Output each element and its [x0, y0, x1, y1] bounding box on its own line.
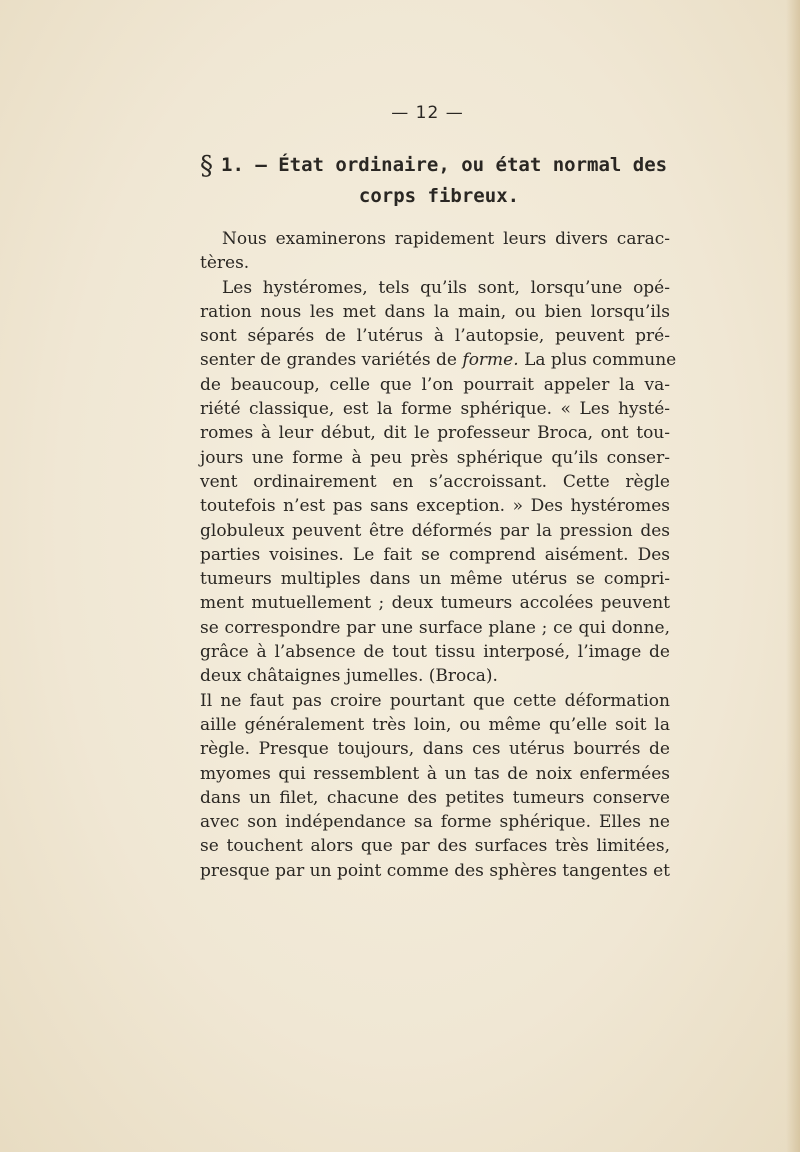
- section-heading: [200, 150, 670, 211]
- text-line: ment mutuellement ; deux tumeurs accolées peuvent: [200, 593, 670, 614]
- text-line: [200, 348, 677, 372]
- text-fragment: senter de grandes variétés de: [200, 350, 457, 371]
- text-line: Les hystéromes, tels qu’ils sont, lorsqu’une opé-: [222, 277, 670, 298]
- text-line: globuleux peuvent être déformés par la pression des: [200, 520, 670, 541]
- text-line: tères.: [200, 253, 250, 274]
- text-line: presque par un point comme des sphères tangentes et: [200, 860, 670, 881]
- text-line: grâce à l’absence de tout tissu interposé, l’image de: [200, 642, 670, 663]
- text-line: riété classique, est la forme sphérique. « Les hysté-: [200, 399, 670, 420]
- text-line: romes à leur début, dit le professeur Broca, ont tou-: [200, 423, 670, 444]
- text-line: parties voisines. Le fait se comprend aisément. Des: [200, 544, 670, 565]
- text-line: toutefois n’est pas sans exception. » Des hystéromes: [200, 496, 670, 517]
- heading-line-1-text: 1. — État ordinaire, ou état normal des: [221, 154, 668, 176]
- text-fragment: La plus commune: [524, 350, 677, 371]
- section-sign: §: [200, 151, 213, 181]
- heading-line-2: corps fibreux.: [358, 185, 520, 207]
- text-line: deux châtaignes jumelles. (Broca).: [200, 666, 498, 687]
- heading-line-1: [200, 150, 670, 181]
- text-line: sont séparés de l’utérus à l’autopsie, peuvent pré-: [200, 326, 670, 347]
- text-line: jours une forme à peu près sphérique qu’ils conser-: [200, 447, 670, 468]
- italic-word-forme: forme.: [462, 350, 519, 371]
- text-line: dans un filet, chacune des petites tumeurs conserve: [200, 787, 670, 808]
- text-line: myomes qui ressemblent à un tas de noix enfermées: [200, 763, 670, 784]
- text-line: vent ordinairement en s’accroissant. Cette règle: [200, 471, 670, 492]
- page-edge-shadow: [786, 0, 800, 1152]
- text-line: avec son indépendance sa forme sphérique. Elles ne: [200, 812, 670, 833]
- text-line: règle. Presque toujours, dans ces utérus bourrés de: [200, 739, 670, 760]
- text-line: tumeurs multiples dans un même utérus se compri-: [200, 569, 670, 590]
- text-line: se touchent alors que par des surfaces très limitées,: [200, 836, 670, 857]
- text-line: Nous examinerons rapidement leurs divers carac-: [222, 229, 670, 249]
- body-text: [200, 227, 677, 883]
- text-line: aille généralement très loin, ou même qu’elle soit la: [200, 714, 670, 735]
- text-line: se correspondre par une surface plane ; ce qui donne,: [200, 617, 670, 638]
- text-line: de beaucoup, celle que l’on pourrait appeler la va-: [200, 374, 670, 395]
- text-line: ration nous les met dans la main, ou bien lorsqu’ils: [200, 301, 670, 322]
- text-line: Il ne faut pas croire pourtant que cette déformation: [200, 690, 670, 711]
- page-number: — 12 —: [391, 103, 464, 123]
